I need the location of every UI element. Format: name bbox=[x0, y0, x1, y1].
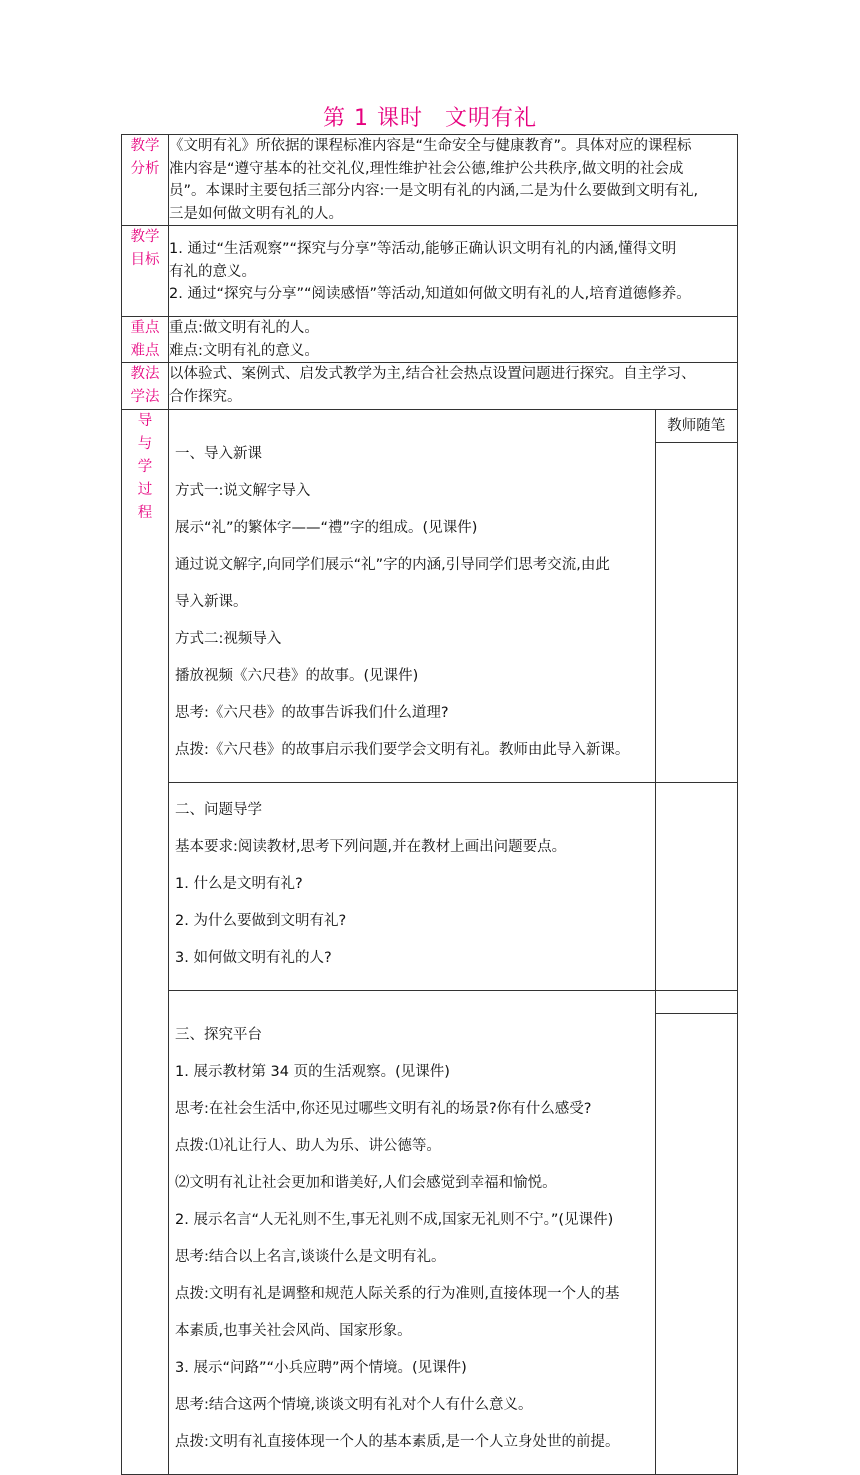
section-line: 2. 展示名言“人无礼则不生,事无礼则不成,国家无礼则不宁。”(见课件) bbox=[175, 1211, 614, 1228]
analysis-label: 教学分析 bbox=[122, 135, 169, 226]
teacher-notes-3 bbox=[655, 991, 737, 1474]
section-line: 思考:《六尺巷》的故事告诉我们什么道理? bbox=[175, 704, 449, 721]
section-guide-row bbox=[169, 782, 737, 991]
goals-label: 教学目标 bbox=[122, 226, 169, 317]
section-line: 三、探究平台 bbox=[175, 1026, 262, 1043]
page-title bbox=[0, 104, 860, 134]
section-line: 3. 展示“问路”“小兵应聘”两个情境。(见课件) bbox=[175, 1359, 467, 1376]
analysis-row bbox=[122, 135, 738, 226]
process-label: 导 与 学 过 程 bbox=[122, 410, 169, 1475]
section-line: 点拨:《六尺巷》的故事启示我们要学会文明有礼。教师由此导入新课。 bbox=[175, 741, 630, 758]
teacher-notes-1 bbox=[655, 410, 737, 782]
section-line: 方式二:视频导入 bbox=[175, 630, 282, 647]
method-line: 合作探究。 bbox=[169, 388, 242, 405]
section-intro-row bbox=[169, 410, 737, 782]
analysis-line: 准内容是“遵守基本的社交礼仪,理性维护社会公德,维护公共秩序,做文明的社会成 bbox=[169, 160, 684, 177]
keypoint-line: 重点:做文明有礼的人。 bbox=[169, 320, 319, 336]
section-line: 本素质,也事关社会风尚、国家形象。 bbox=[175, 1322, 412, 1339]
lesson-plan-table bbox=[121, 134, 738, 1475]
process-row bbox=[122, 410, 738, 1475]
method-line: 以体验式、案例式、启发式教学为主,结合社会热点设置问题进行探究。自主学习、 bbox=[169, 366, 696, 382]
goals-row bbox=[122, 226, 738, 317]
section-line: 1. 展示教材第 34 页的生活观察。(见课件) bbox=[175, 1063, 450, 1080]
goal-line: 2. 通过“探究与分享”“阅读感悟”等活动,知道如何做文明有礼的人,培育道德修养。 bbox=[169, 286, 691, 302]
section-line: 点拨:⑴礼让行人、助人为乐、讲公德等。 bbox=[175, 1137, 441, 1154]
section-line: ⑵文明有礼让社会更加和谐美好,人们会感觉到幸福和愉悦。 bbox=[175, 1174, 557, 1191]
section-line: 思考:在社会生活中,你还见过哪些文明有礼的场景?你有什么感受? bbox=[175, 1100, 592, 1117]
section-explore-row bbox=[169, 991, 737, 1474]
section-line: 二、问题导学 bbox=[175, 802, 262, 818]
section-guide bbox=[169, 782, 655, 991]
goal-line: 1. 通过“生活观察”“探究与分享”等活动,能够正确认识文明有礼的内涵,懂得文明 bbox=[169, 241, 677, 257]
section-explore bbox=[169, 991, 655, 1474]
section-line: 点拨:文明有礼是调整和规范人际关系的行为准则,直接体现一个人的基 bbox=[175, 1285, 620, 1302]
section-line: 思考:结合以上名言,谈谈什么是文明有礼。 bbox=[175, 1248, 446, 1265]
section-line: 3. 如何做文明有礼的人? bbox=[175, 950, 332, 966]
section-line: 通过说文解字,向同学们展示“礼”字的内涵,引导同学们思考交流,由此 bbox=[175, 556, 610, 573]
teacher-notes-header: 教师随笔 bbox=[656, 410, 738, 443]
notes-divider bbox=[656, 1013, 738, 1014]
lesson-name: 文明有礼 bbox=[444, 106, 537, 131]
section-line: 一、导入新课 bbox=[175, 445, 262, 462]
analysis-content bbox=[169, 135, 738, 226]
methods-content bbox=[169, 363, 738, 410]
lesson-number: 第 1 课时 bbox=[323, 106, 423, 131]
analysis-line: 三是如何做文明有礼的人。 bbox=[169, 205, 343, 222]
section-line: 方式一:说文解字导入 bbox=[175, 482, 311, 499]
section-line: 思考:结合这两个情境,谈谈文明有礼对个人有什么意义。 bbox=[175, 1396, 533, 1413]
section-line: 2. 为什么要做到文明有礼? bbox=[175, 913, 347, 929]
section-line: 展示“礼”的繁体字——“禮”字的组成。(见课件) bbox=[175, 519, 478, 536]
goal-line: 有礼的意义。 bbox=[169, 263, 256, 280]
process-content bbox=[169, 410, 738, 1475]
analysis-line: 《文明有礼》所依据的课程标准内容是“生命安全与健康教育”。具体对应的课程标 bbox=[169, 138, 692, 154]
keypoints-label: 重点难点 bbox=[122, 317, 169, 363]
section-line: 点拨:文明有礼直接体现一个人的基本素质,是一个人立身处世的前提。 bbox=[175, 1433, 620, 1450]
keypoints-content bbox=[169, 317, 738, 363]
section-line: 播放视频《六尺巷》的故事。(见课件) bbox=[175, 667, 419, 684]
keypoint-line: 难点:文明有礼的意义。 bbox=[169, 342, 319, 359]
methods-label: 教法学法 bbox=[122, 363, 169, 410]
analysis-line: 员”。本课时主要包括三部分内容:一是文明有礼的内涵,二是为什么要做到文明有礼, bbox=[169, 183, 699, 199]
keypoints-row bbox=[122, 317, 738, 363]
section-intro bbox=[169, 410, 655, 782]
section-line: 基本要求:阅读教材,思考下列问题,并在教材上画出问题要点。 bbox=[175, 839, 567, 855]
section-line: 1. 什么是文明有礼? bbox=[175, 876, 303, 892]
section-line: 导入新课。 bbox=[175, 593, 248, 610]
teacher-notes-2 bbox=[655, 782, 737, 991]
process-inner-table bbox=[169, 410, 737, 1474]
goals-content bbox=[169, 226, 738, 317]
methods-row bbox=[122, 363, 738, 410]
